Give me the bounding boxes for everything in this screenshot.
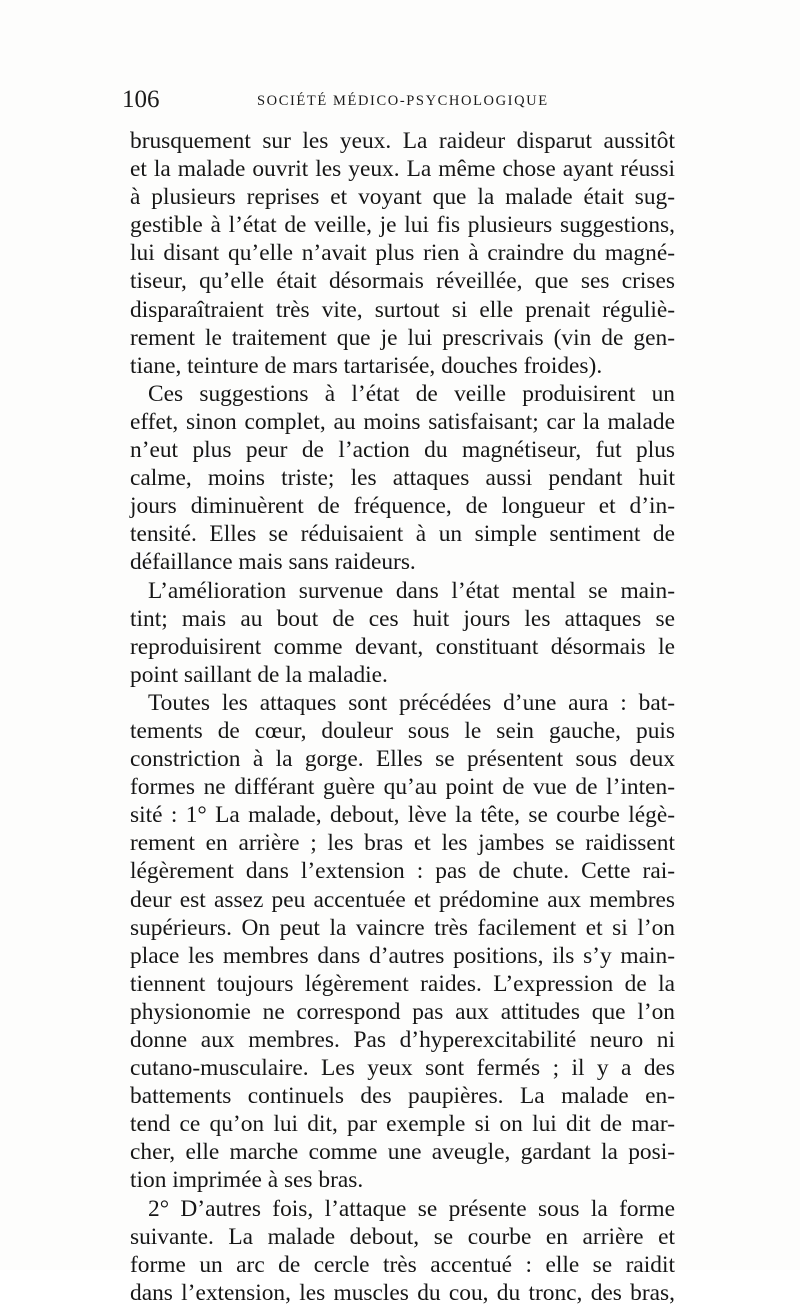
text-line: place les membres dans d’autres positions, ils s’y main- bbox=[130, 942, 675, 969]
text-line: dans l’extension, les muscles du cou, du tronc, des bras, bbox=[130, 1279, 675, 1306]
text-line: rement le traitement que je lui prescrivais (vin de gen- bbox=[130, 324, 675, 351]
text-line: tiennent toujours légèrement raides. L’expression de la bbox=[130, 970, 675, 997]
text-line: tion imprimée à ses bras. bbox=[130, 1167, 364, 1194]
running-title: SOCIÉTÉ MÉDICO-PSYCHOLOGIQUE bbox=[257, 93, 549, 109]
text-line: défaillance mais sans raideurs. bbox=[130, 549, 416, 576]
text-line: jours diminuèrent de fréquence, de longueur et d’in- bbox=[130, 493, 675, 520]
text-line: légèrement dans l’extension : pas de chute. Cette rai- bbox=[130, 858, 675, 885]
text-line: point saillant de la maladie. bbox=[130, 661, 388, 688]
text-line: formes ne différant guère qu’au point de vue de l’inten- bbox=[130, 774, 675, 801]
text-line: L’amélioration survenue dans l’état mental se main- bbox=[148, 577, 675, 604]
text-line: sité : 1° La malade, debout, lève la tête, se courbe légè- bbox=[130, 802, 675, 829]
text-line: forme un arc de cercle très accentué : elle se raidit bbox=[130, 1251, 675, 1278]
text-line: Ces suggestions à l’état de veille produisirent un bbox=[148, 380, 675, 407]
text-line: battements continuels des paupières. La malade en- bbox=[130, 1083, 675, 1110]
text-line: reproduisirent comme devant, constituant désormais le bbox=[130, 633, 675, 660]
text-line: à plusieurs reprises et voyant que la malade était sug- bbox=[130, 184, 675, 211]
page-number: 106 bbox=[122, 86, 160, 113]
text-line: cutano-musculaire. Les yeux sont fermés ; il y a des bbox=[130, 1055, 675, 1082]
text-line: cher, elle marche comme une aveugle, gardant la posi- bbox=[130, 1139, 675, 1166]
text-line: supérieurs. On peut la vaincre très facilement et si l’on bbox=[130, 914, 675, 941]
text-line: physionomie ne correspond pas aux attitudes que l’on bbox=[130, 998, 675, 1025]
text-line: calme, moins triste; les attaques aussi pendant huit bbox=[130, 465, 675, 492]
text-line: rement en arrière ; les bras et les jambes se raidissent bbox=[130, 830, 675, 857]
text-line: constriction à la gorge. Elles se présentent sous deux bbox=[130, 746, 675, 773]
text-line: tint; mais au bout de ces huit jours les attaques se bbox=[130, 605, 675, 632]
text-line: tend ce qu’on lui dit, par exemple si on lui dit de mar- bbox=[130, 1111, 675, 1138]
text-line: n’eut plus peur de l’action du magnétiseur, fut plus bbox=[130, 437, 675, 464]
text-line: tiseur, qu’elle était désormais réveillée, que ses crises bbox=[130, 268, 675, 295]
body-text bbox=[130, 127, 675, 1307]
text-line: et la malade ouvrit les yeux. La même chose ayant réussi bbox=[130, 156, 675, 183]
text-line: brusquement sur les yeux. La raideur disparut aussitôt bbox=[130, 128, 675, 154]
text-line: gestible à l’état de veille, je lui fis plusieurs suggestions, bbox=[130, 212, 675, 239]
text-line: lui disant qu’elle n’avait plus rien à craindre du magné- bbox=[130, 240, 675, 267]
text-line: deur est assez peu accentuée et prédomine aux membres bbox=[130, 886, 675, 913]
text-line: tements de cœur, douleur sous le sein gauche, puis bbox=[130, 717, 675, 744]
text-line: disparaîtraient très vite, surtout si elle prenait réguliè- bbox=[130, 296, 675, 323]
text-line: effet, sinon complet, au moins satisfaisant; car la malade bbox=[130, 408, 675, 435]
text-line: tensité. Elles se réduisaient à un simple sentiment de bbox=[130, 521, 675, 548]
text-line: 2° D’autres fois, l’attaque se présente sous la forme bbox=[148, 1195, 675, 1222]
text-line: tiane, teinture de mars tartarisée, douches froides). bbox=[130, 352, 603, 379]
text-line: donne aux membres. Pas d’hyperexcitabilité neuro ni bbox=[130, 1027, 675, 1053]
text-line: suivante. La malade debout, se courbe en arrière et bbox=[130, 1223, 675, 1250]
text-line: Toutes les attaques sont précédées d’une aura : bat- bbox=[148, 689, 675, 716]
running-header bbox=[122, 86, 682, 114]
